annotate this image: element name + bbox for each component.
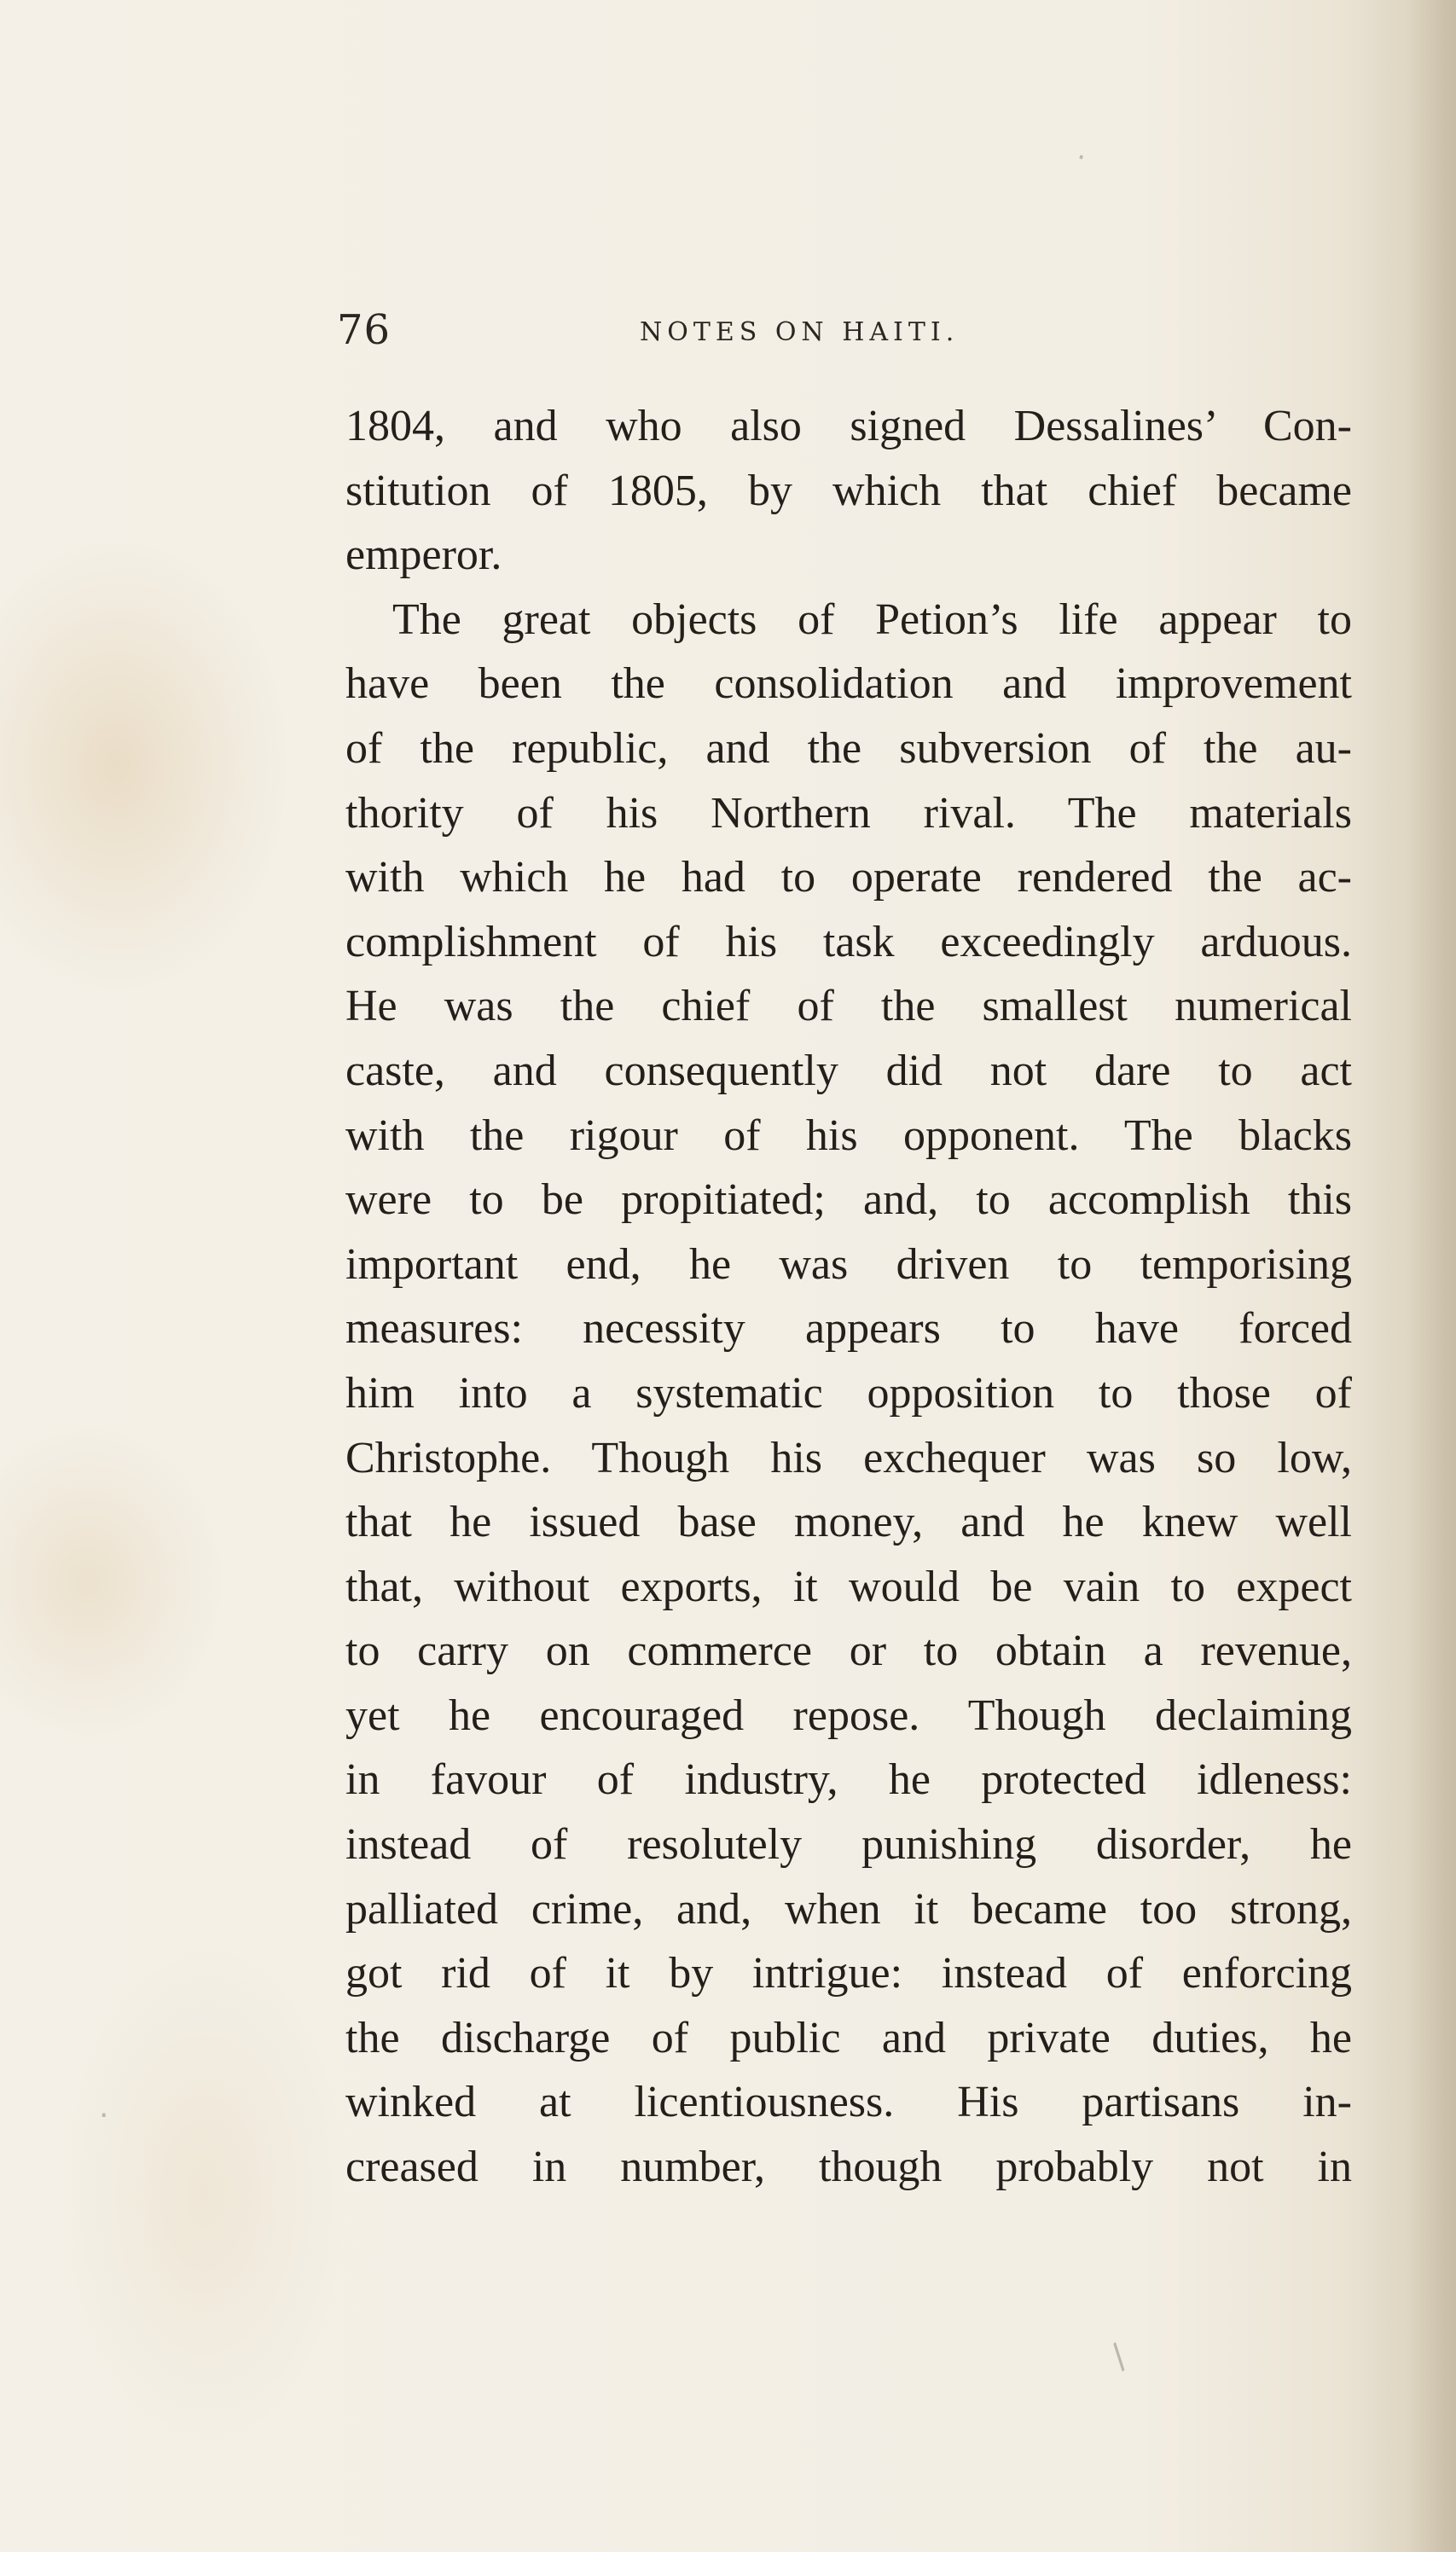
- text-line: to carry on commerce or to obtain a revenue,: [345, 1627, 1352, 1676]
- body-text: [345, 394, 1352, 2200]
- page-edge-shadow: [1407, 0, 1456, 2552]
- text-line: winked at licentiousness. His partisans in-: [345, 2078, 1352, 2127]
- text-line: with the rigour of his opponent. The blacks: [345, 1111, 1352, 1160]
- paper-speck: ·: [99, 2098, 109, 2133]
- page-header: [337, 300, 1360, 360]
- text-line: that he issued base money, and he knew well: [345, 1498, 1352, 1547]
- text-line: the discharge of public and private duties, he: [345, 2013, 1352, 2062]
- text-line: that, without exports, it would be vain to expect: [345, 1562, 1352, 1611]
- paper-speck: ·: [1071, 140, 1091, 176]
- text-line: The great objects of Petion’s life appear to: [392, 594, 1352, 644]
- text-line: of the republic, and the subversion of the au-: [345, 723, 1352, 773]
- text-line: caste, and consequently did not dare to act: [345, 1046, 1352, 1095]
- text-line: creased in number, though probably not in: [345, 2143, 1352, 2192]
- text-line: emperor.: [345, 531, 502, 580]
- text-line: palliated crime, and, when it became too strong,: [345, 1884, 1352, 1934]
- text-line: were to be propitiated; and, to accomplish this: [345, 1175, 1352, 1225]
- text-line: measures: necessity appears to have forced: [345, 1304, 1352, 1354]
- text-line: have been the consolidation and improvement: [345, 659, 1352, 709]
- text-line: 1804, and who also signed Dessalines’ Con-: [345, 402, 1352, 450]
- paper-speck: /: [1103, 2337, 1135, 2376]
- text-line: thority of his Northern rival. The materials: [345, 788, 1352, 838]
- text-line: with which he had to operate rendered the ac-: [345, 853, 1352, 902]
- text-line: him into a systematic opposition to those of: [345, 1368, 1352, 1418]
- text-line: He was the chief of the smallest numerical: [345, 982, 1352, 1031]
- text-line: important end, he was driven to temporising: [345, 1239, 1352, 1289]
- text-line: Christophe. Though his exchequer was so low,: [345, 1433, 1352, 1482]
- text-line: yet he encouraged repose. Though declaiming: [345, 1691, 1352, 1740]
- text-line: instead of resolutely punishing disorder, he: [345, 1820, 1352, 1870]
- text-line: complishment of his task exceedingly arduous.: [345, 917, 1352, 966]
- page-number: 76: [337, 306, 392, 354]
- text-line: stitution of 1805, by which that chief became: [345, 466, 1352, 515]
- text-line: in favour of industry, he protected idleness:: [345, 1755, 1352, 1805]
- running-head: NOTES ON HAITI.: [640, 317, 960, 347]
- text-line: got rid of it by intrigue: instead of enforcing: [345, 1949, 1352, 1998]
